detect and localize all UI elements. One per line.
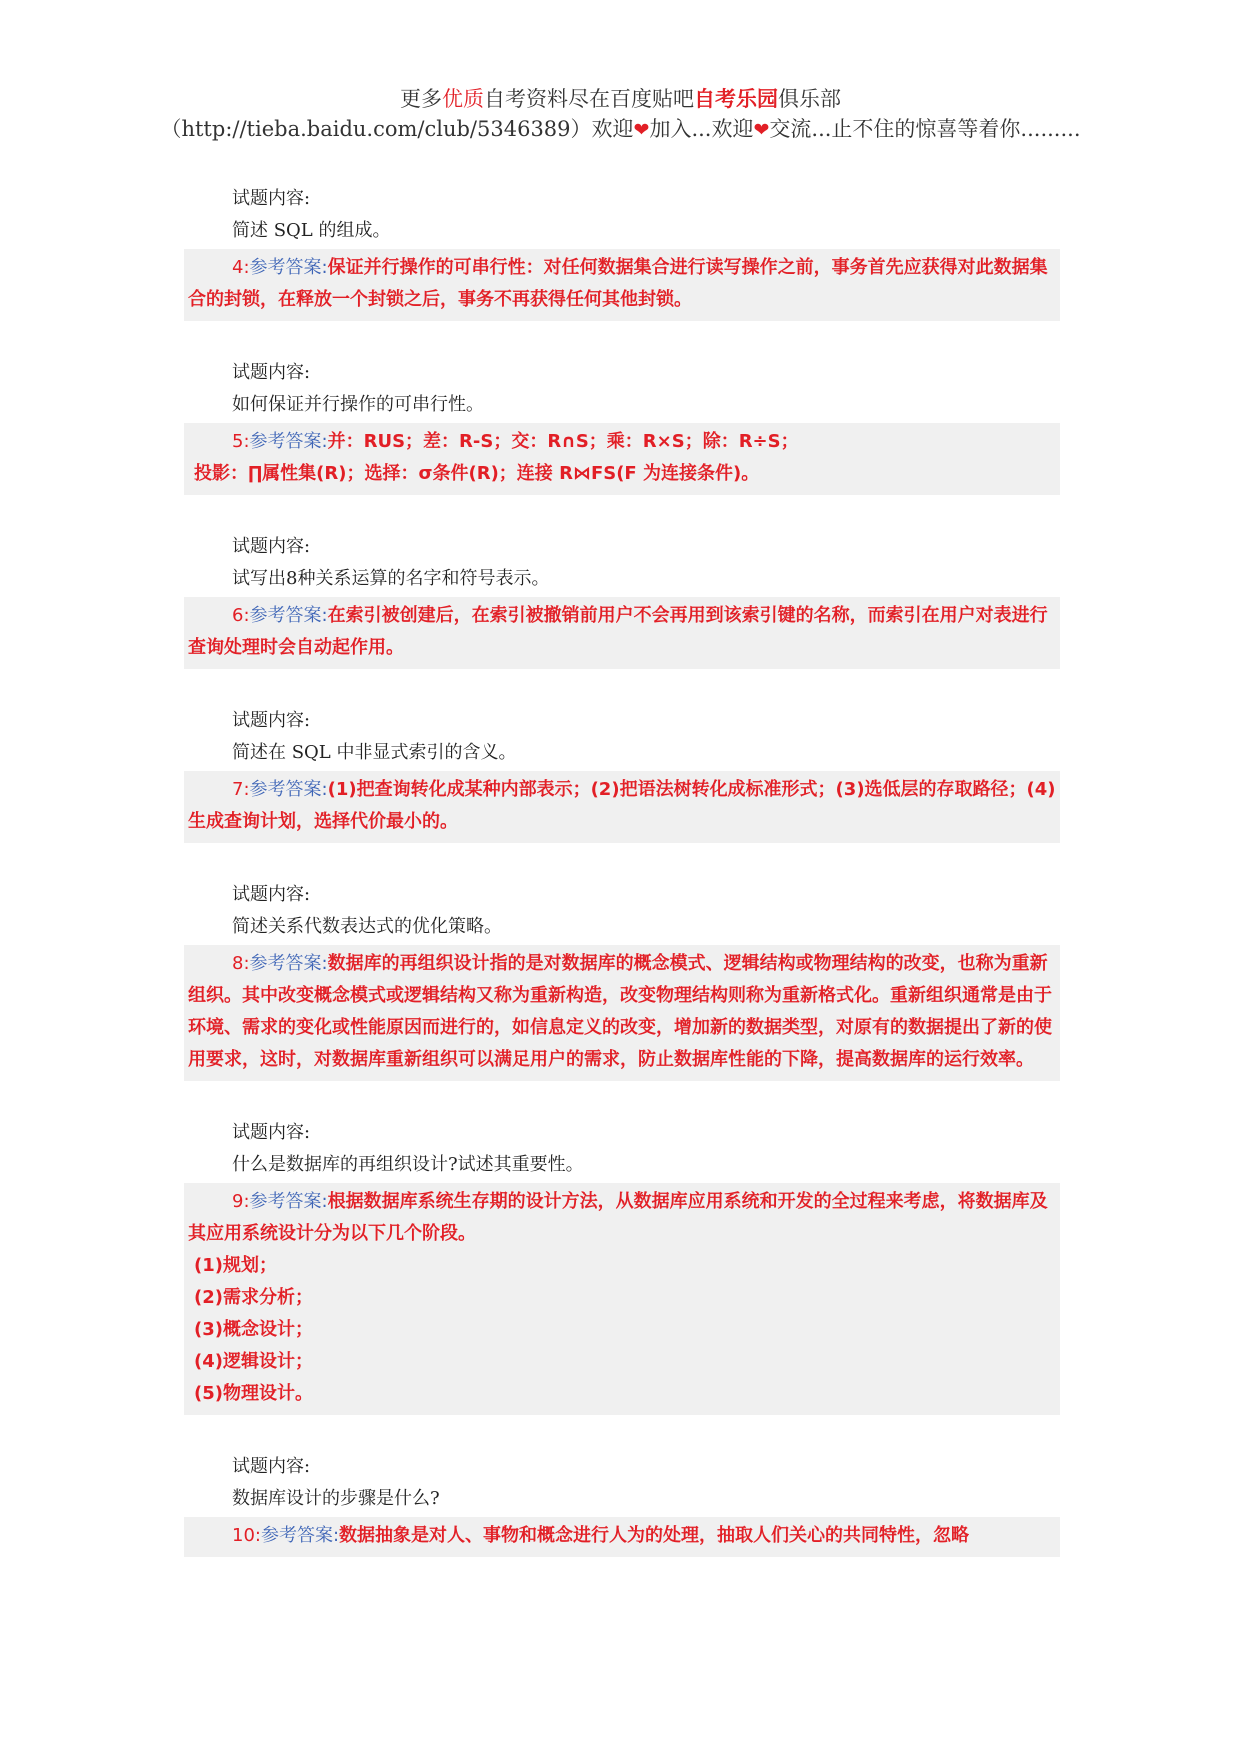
header-text: 自考资料尽在百度贴吧 xyxy=(484,87,694,111)
answer-number: 7: xyxy=(232,779,250,800)
answer-label: 参考答案: xyxy=(249,257,328,278)
qa-block xyxy=(184,879,1060,1081)
question-text: 如何保证并行操作的可串行性。 xyxy=(232,394,484,415)
header-line-1 xyxy=(0,84,1241,114)
qa-list xyxy=(184,183,1060,1593)
header-text: 俱乐部 xyxy=(778,87,841,111)
answer-list-item: (5)物理设计。 xyxy=(194,1383,313,1404)
qa-block xyxy=(184,1451,1060,1557)
answer-label: 参考答案: xyxy=(249,1191,328,1212)
header-url-text: （http://tieba.baidu.com/club/5346389）欢迎 xyxy=(160,117,634,141)
answer-body xyxy=(188,252,1056,316)
question-text: 试写出8种关系运算的名字和符号表示。 xyxy=(232,568,550,589)
answer-box xyxy=(184,249,1060,321)
answer-box xyxy=(184,771,1060,843)
heart-icon: ❤ xyxy=(753,119,770,141)
answer-box xyxy=(184,423,1060,495)
answer-text: 保证并行操作的可串行性：对任何数据集合进行读写操作之前，事务首先应获得对此数据集合的封锁，在释放一个封锁之后，事务不再获得任何其他封锁。 xyxy=(188,257,1048,310)
answer-box xyxy=(184,945,1060,1081)
question-text: 简述关系代数表达式的优化策略。 xyxy=(232,916,502,937)
answer-number: 10: xyxy=(232,1525,261,1546)
answer-list-item: (2)需求分析； xyxy=(194,1287,313,1308)
answer-label: 参考答案: xyxy=(249,431,328,452)
header-forum-name: 自考乐园 xyxy=(694,86,778,111)
answer-number: 9: xyxy=(232,1191,250,1212)
heart-icon: ❤ xyxy=(633,119,650,141)
answer-body xyxy=(188,774,1056,838)
question-text: 简述 SQL 的组成。 xyxy=(232,220,391,241)
answer-box xyxy=(184,1517,1060,1557)
header-text: 更多 xyxy=(400,87,442,111)
question-label: 试题内容: xyxy=(232,188,311,209)
answer-text: 数据抽象是对人、事物和概念进行人为的处理，抽取人们关心的共同特性，忽略 xyxy=(339,1525,970,1546)
question-label: 试题内容: xyxy=(232,884,311,905)
answer-body xyxy=(188,948,1056,1076)
answer-text: 并：RUS；差：R-S；交：R∩S；乘：R×S；除：R÷S； xyxy=(327,431,799,452)
answer-number: 8: xyxy=(232,953,250,974)
qa-block xyxy=(184,705,1060,843)
qa-block xyxy=(184,183,1060,321)
question-label: 试题内容: xyxy=(232,1122,311,1143)
answer-text-line: 投影：∏属性集(R)；选择：σ条件(R)；连接 R⋈FS(F 为连接条件)。 xyxy=(194,463,760,484)
answer-label: 参考答案: xyxy=(249,953,328,974)
qa-block xyxy=(184,357,1060,495)
answer-list-item: (4)逻辑设计； xyxy=(194,1351,313,1372)
page-header xyxy=(0,84,1241,145)
answer-body xyxy=(188,600,1056,664)
answer-text: (1)把查询转化成某种内部表示；(2)把语法树转化成标准形式；(3)选低层的存取路径；(4)生成查询计划，选择代价最小的。 xyxy=(188,779,1056,832)
header-text: 交流...止不住的惊喜等着你......... xyxy=(769,117,1081,141)
qa-block xyxy=(184,1117,1060,1415)
answer-number: 4: xyxy=(232,257,250,278)
header-highlight: 优质 xyxy=(442,87,484,111)
answer-box xyxy=(184,597,1060,669)
header-line-2 xyxy=(0,114,1241,145)
question-label: 试题内容: xyxy=(232,1456,311,1477)
header-text: 加入...欢迎 xyxy=(649,117,754,141)
question-text: 数据库设计的步骤是什么? xyxy=(232,1488,440,1509)
qa-block xyxy=(184,531,1060,669)
answer-label: 参考答案: xyxy=(260,1525,340,1546)
answer-number: 5: xyxy=(232,431,250,452)
question-text: 简述在 SQL 中非显式索引的含义。 xyxy=(232,742,517,763)
question-label: 试题内容: xyxy=(232,362,311,383)
answer-text: 根据数据库系统生存期的设计方法，从数据库应用系统和开发的全过程来考虑，将数据库及其应用系统设计分为以下几个阶段。 xyxy=(188,1191,1048,1244)
question-label: 试题内容: xyxy=(232,710,311,731)
answer-body xyxy=(188,1186,1056,1250)
question-text: 什么是数据库的再组织设计?试述其重要性。 xyxy=(232,1154,584,1175)
answer-box xyxy=(184,1183,1060,1415)
answer-list-item: (3)概念设计； xyxy=(194,1319,313,1340)
answer-text: 在索引被创建后，在索引被撤销前用户不会再用到该索引键的名称，而索引在用户对表进行查询处理时会自动起作用。 xyxy=(188,605,1048,658)
answer-body xyxy=(188,1520,1056,1552)
answer-number: 6: xyxy=(232,605,250,626)
answer-list-item: (1)规划； xyxy=(194,1255,277,1276)
answer-body xyxy=(188,426,1056,458)
answer-text: 数据库的再组织设计指的是对数据库的概念模式、逻辑结构或物理结构的改变，也称为重新组织。其中改变概念模式或逻辑结构又称为重新构造，改变物理结构则称为重新格式化。重新组织通常是由于环境、需求的变化或性能原因而进行的，如信息定义的改变，增加新的数据类型，对原有的数据提出了新的使用要求，这时，对数据库重新组织可以满足用户的需求，防止数据库性能的下降，提高数据库的运行效率。 xyxy=(188,953,1052,1070)
answer-label: 参考答案: xyxy=(249,779,328,800)
answer-label: 参考答案: xyxy=(249,605,328,626)
question-label: 试题内容: xyxy=(232,536,311,557)
